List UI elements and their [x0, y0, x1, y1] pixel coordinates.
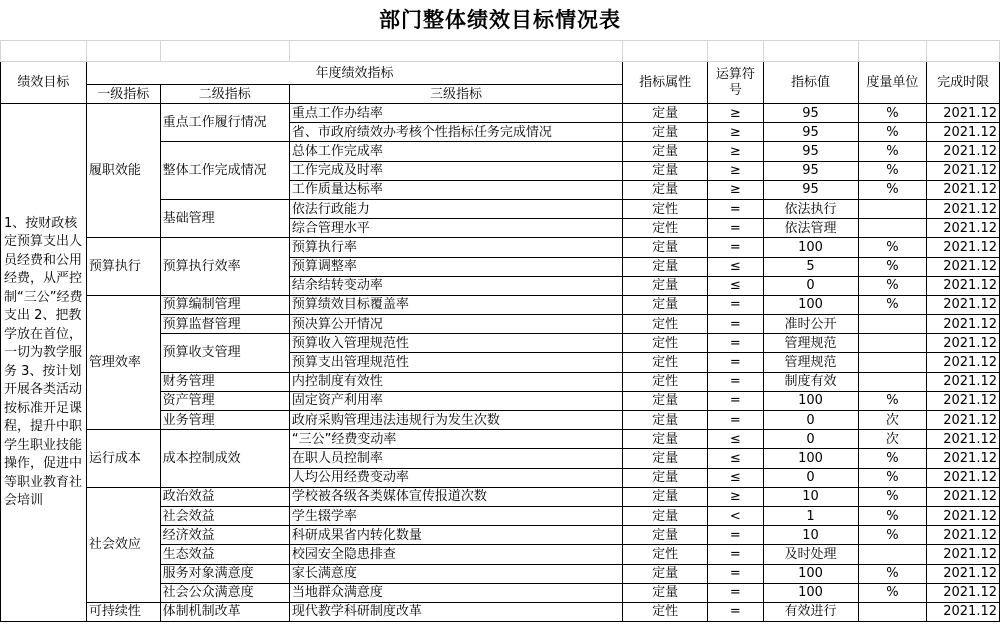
- indicator-value: 10: [763, 487, 858, 506]
- indicator-value: 100: [763, 449, 858, 468]
- table-row: [1, 238, 1000, 257]
- measure-unit: %: [858, 257, 927, 276]
- level1-indicator: 可持续性: [86, 602, 160, 621]
- indicator-attribute: 定量: [623, 564, 708, 583]
- operator-symbol: =: [708, 219, 764, 238]
- level3-indicator: 工作质量达标率: [289, 180, 622, 199]
- level2-indicator: 预算监督管理: [160, 315, 289, 334]
- deadline: 2021.12: [927, 180, 1000, 199]
- operator-symbol: ≤: [708, 468, 764, 487]
- operator-symbol: ≤: [708, 449, 764, 468]
- operator-symbol: =: [708, 602, 764, 621]
- header-op: 运算符号: [708, 62, 764, 104]
- indicator-attribute: 定性: [623, 372, 708, 391]
- level3-indicator: 预算执行率: [289, 238, 622, 257]
- header-unit: 度量单位: [858, 62, 927, 104]
- indicator-value: 95: [763, 180, 858, 199]
- measure-unit: [858, 315, 927, 334]
- indicator-attribute: 定量: [623, 238, 708, 257]
- operator-symbol: =: [708, 564, 764, 583]
- deadline: 2021.12: [927, 257, 1000, 276]
- measure-unit: %: [858, 564, 927, 583]
- indicator-value: 100: [763, 564, 858, 583]
- deadline: 2021.12: [927, 506, 1000, 525]
- indicator-value: 100: [763, 238, 858, 257]
- level1-indicator: 管理效率: [86, 295, 160, 429]
- indicator-value: 准时公开: [763, 315, 858, 334]
- deadline: 2021.12: [927, 238, 1000, 257]
- operator-symbol: =: [708, 334, 764, 353]
- deadline: 2021.12: [927, 583, 1000, 602]
- indicator-value: 0: [763, 411, 858, 430]
- operator-symbol: =: [708, 315, 764, 334]
- deadline: 2021.12: [927, 123, 1000, 142]
- level3-indicator: 预算收入管理规范性: [289, 334, 622, 353]
- header-value: 指标值: [763, 62, 858, 104]
- measure-unit: %: [858, 104, 927, 123]
- indicator-value: 管理规范: [763, 353, 858, 372]
- indicator-value: 100: [763, 295, 858, 314]
- level2-indicator: 预算收支管理: [160, 334, 289, 372]
- measure-unit: 次: [858, 430, 927, 449]
- deadline: 2021.12: [927, 564, 1000, 583]
- measure-unit: %: [858, 526, 927, 545]
- deadline: 2021.12: [927, 353, 1000, 372]
- operator-symbol: =: [708, 295, 764, 314]
- header-annual: 年度绩效指标: [86, 62, 622, 85]
- operator-symbol: ≥: [708, 123, 764, 142]
- indicator-value: 有效进行: [763, 602, 858, 621]
- indicator-attribute: 定量: [623, 506, 708, 525]
- indicator-attribute: 定量: [623, 142, 708, 161]
- level3-indicator: 科研成果省内转化数量: [289, 526, 622, 545]
- operator-symbol: ≥: [708, 142, 764, 161]
- indicator-attribute: 定性: [623, 334, 708, 353]
- measure-unit: [858, 545, 927, 564]
- level2-indicator: 资产管理: [160, 391, 289, 410]
- deadline: 2021.12: [927, 526, 1000, 545]
- level3-indicator: 工作完成及时率: [289, 161, 622, 180]
- level3-indicator: “三公”经费变动率: [289, 430, 622, 449]
- level2-indicator: 服务对象满意度: [160, 564, 289, 583]
- level3-indicator: 综合管理水平: [289, 219, 622, 238]
- level2-indicator: 成本控制成效: [160, 430, 289, 488]
- level1-indicator: 预算执行: [86, 238, 160, 296]
- measure-unit: [858, 334, 927, 353]
- measure-unit: %: [858, 391, 927, 410]
- operator-symbol: ≤: [708, 276, 764, 295]
- operator-symbol: ≤: [708, 257, 764, 276]
- header-row-1: [1, 62, 1000, 85]
- level3-indicator: 家长满意度: [289, 564, 622, 583]
- deadline: 2021.12: [927, 411, 1000, 430]
- operator-symbol: =: [708, 583, 764, 602]
- level1-indicator: 社会效应: [86, 487, 160, 602]
- deadline: 2021.12: [927, 199, 1000, 218]
- deadline: 2021.12: [927, 602, 1000, 621]
- indicator-attribute: 定量: [623, 449, 708, 468]
- measure-unit: [858, 353, 927, 372]
- blank-row: [1, 41, 1000, 62]
- indicator-attribute: 定量: [623, 411, 708, 430]
- level2-indicator: 基础管理: [160, 199, 289, 237]
- level3-indicator: 现代教学科研制度改革: [289, 602, 622, 621]
- indicator-attribute: 定量: [623, 180, 708, 199]
- level3-indicator: 固定资产利用率: [289, 391, 622, 410]
- level3-indicator: 预算调整率: [289, 257, 622, 276]
- indicator-value: 100: [763, 583, 858, 602]
- measure-unit: %: [858, 295, 927, 314]
- goal-description: 1、按财政核定预算支出人员经费和公用经费，从严控制“三公”经费支出 2、把教学放在首位，一切为教学服务 3、按计划开展各类活动按标准开足课程，提升中职学生职业技能操作，促进中等职业教育社会培训: [1, 104, 87, 622]
- indicator-value: 95: [763, 123, 858, 142]
- header-level2: 二级指标: [160, 85, 289, 104]
- level2-indicator: 业务管理: [160, 411, 289, 430]
- level2-indicator: 预算执行效率: [160, 238, 289, 296]
- level1-indicator: 履职效能: [86, 104, 160, 238]
- deadline: 2021.12: [927, 545, 1000, 564]
- operator-symbol: =: [708, 353, 764, 372]
- header-attr: 指标属性: [623, 62, 708, 104]
- page-title: 部门整体绩效目标情况表: [379, 7, 621, 32]
- indicator-attribute: 定量: [623, 526, 708, 545]
- indicator-value: 95: [763, 142, 858, 161]
- operator-symbol: <: [708, 506, 764, 525]
- deadline: 2021.12: [927, 487, 1000, 506]
- level2-indicator: 财务管理: [160, 372, 289, 391]
- indicator-attribute: 定量: [623, 161, 708, 180]
- level3-indicator: 省、市政府绩效办考核个性指标任务完成情况: [289, 123, 622, 142]
- deadline: 2021.12: [927, 315, 1000, 334]
- indicator-attribute: 定量: [623, 257, 708, 276]
- measure-unit: [858, 602, 927, 621]
- indicator-attribute: 定性: [623, 545, 708, 564]
- measure-unit: [858, 199, 927, 218]
- indicator-attribute: 定性: [623, 315, 708, 334]
- level2-indicator: 体制机制改革: [160, 602, 289, 621]
- deadline: 2021.12: [927, 372, 1000, 391]
- indicator-value: 95: [763, 161, 858, 180]
- indicator-value: 0: [763, 468, 858, 487]
- indicator-attribute: 定性: [623, 219, 708, 238]
- indicator-value: 95: [763, 104, 858, 123]
- level3-indicator: 总体工作完成率: [289, 142, 622, 161]
- operator-symbol: ≥: [708, 487, 764, 506]
- level2-indicator: 社会公众满意度: [160, 583, 289, 602]
- measure-unit: 次: [858, 411, 927, 430]
- table-row: [1, 295, 1000, 314]
- measure-unit: %: [858, 180, 927, 199]
- measure-unit: %: [858, 468, 927, 487]
- indicator-attribute: 定量: [623, 104, 708, 123]
- deadline: 2021.12: [927, 468, 1000, 487]
- indicator-value: 0: [763, 430, 858, 449]
- indicator-value: 管理规范: [763, 334, 858, 353]
- measure-unit: %: [858, 142, 927, 161]
- operator-symbol: ≥: [708, 161, 764, 180]
- indicator-value: 制度有效: [763, 372, 858, 391]
- indicator-attribute: 定量: [623, 391, 708, 410]
- level3-indicator: 预算支出管理规范性: [289, 353, 622, 372]
- indicator-value: 100: [763, 391, 858, 410]
- measure-unit: [858, 219, 927, 238]
- level3-indicator: 预算绩效目标覆盖率: [289, 295, 622, 314]
- indicator-value: 依法管理: [763, 219, 858, 238]
- level3-indicator: 依法行政能力: [289, 199, 622, 218]
- header-level1: 一级指标: [86, 85, 160, 104]
- operator-symbol: ≥: [708, 104, 764, 123]
- level1-indicator: 运行成本: [86, 430, 160, 488]
- measure-unit: %: [858, 238, 927, 257]
- measure-unit: %: [858, 583, 927, 602]
- indicator-attribute: 定量: [623, 295, 708, 314]
- operator-symbol: =: [708, 199, 764, 218]
- deadline: 2021.12: [927, 104, 1000, 123]
- deadline: 2021.12: [927, 391, 1000, 410]
- header-goal: 绩效目标: [1, 62, 87, 104]
- deadline: 2021.12: [927, 449, 1000, 468]
- level2-indicator: 预算编制管理: [160, 295, 289, 314]
- level3-indicator: 内控制度有效性: [289, 372, 622, 391]
- level3-indicator: 当地群众满意度: [289, 583, 622, 602]
- operator-symbol: =: [708, 545, 764, 564]
- level2-indicator: 生态效益: [160, 545, 289, 564]
- level3-indicator: 政府采购管理违法违规行为发生次数: [289, 411, 622, 430]
- indicator-value: 10: [763, 526, 858, 545]
- measure-unit: [858, 372, 927, 391]
- level2-indicator: 经济效益: [160, 526, 289, 545]
- deadline: 2021.12: [927, 295, 1000, 314]
- deadline: 2021.12: [927, 276, 1000, 295]
- level3-indicator: 在职人员控制率: [289, 449, 622, 468]
- header-deadline: 完成时限: [927, 62, 1000, 104]
- measure-unit: %: [858, 161, 927, 180]
- measure-unit: %: [858, 487, 927, 506]
- measure-unit: %: [858, 506, 927, 525]
- operator-symbol: =: [708, 238, 764, 257]
- deadline: 2021.12: [927, 142, 1000, 161]
- table-row: [1, 602, 1000, 621]
- indicator-value: 及时处理: [763, 545, 858, 564]
- level2-indicator: 整体工作完成情况: [160, 142, 289, 200]
- level3-indicator: 学校被各级各类媒体宣传报道次数: [289, 487, 622, 506]
- operator-symbol: =: [708, 411, 764, 430]
- operator-symbol: ≥: [708, 180, 764, 199]
- level3-indicator: 重点工作办结率: [289, 104, 622, 123]
- indicator-attribute: 定量: [623, 583, 708, 602]
- table-row: [1, 104, 1000, 123]
- measure-unit: %: [858, 276, 927, 295]
- level2-indicator: 重点工作履行情况: [160, 104, 289, 142]
- operator-symbol: =: [708, 526, 764, 545]
- header-level3: 三级指标: [289, 85, 622, 104]
- indicator-attribute: 定量: [623, 468, 708, 487]
- level3-indicator: 结余结转变动率: [289, 276, 622, 295]
- indicator-value: 0: [763, 276, 858, 295]
- indicator-attribute: 定量: [623, 487, 708, 506]
- indicator-value: 1: [763, 506, 858, 525]
- indicator-attribute: 定性: [623, 602, 708, 621]
- deadline: 2021.12: [927, 161, 1000, 180]
- level3-indicator: 人均公用经费变动率: [289, 468, 622, 487]
- performance-table: [0, 40, 1000, 622]
- indicator-attribute: 定量: [623, 430, 708, 449]
- deadline: 2021.12: [927, 430, 1000, 449]
- operator-symbol: =: [708, 391, 764, 410]
- level3-indicator: 学生辍学率: [289, 506, 622, 525]
- indicator-attribute: 定量: [623, 123, 708, 142]
- indicator-attribute: 定性: [623, 353, 708, 372]
- measure-unit: %: [858, 449, 927, 468]
- measure-unit: %: [858, 123, 927, 142]
- indicator-value: 5: [763, 257, 858, 276]
- deadline: 2021.12: [927, 219, 1000, 238]
- indicator-attribute: 定量: [623, 276, 708, 295]
- deadline: 2021.12: [927, 334, 1000, 353]
- operator-symbol: =: [708, 372, 764, 391]
- level3-indicator: 校园安全隐患排查: [289, 545, 622, 564]
- level2-indicator: 社会效益: [160, 506, 289, 525]
- table-row: [1, 487, 1000, 506]
- operator-symbol: ≤: [708, 430, 764, 449]
- indicator-attribute: 定性: [623, 199, 708, 218]
- indicator-value: 依法执行: [763, 199, 858, 218]
- table-row: [1, 430, 1000, 449]
- level2-indicator: 政治效益: [160, 487, 289, 506]
- level3-indicator: 预决算公开情况: [289, 315, 622, 334]
